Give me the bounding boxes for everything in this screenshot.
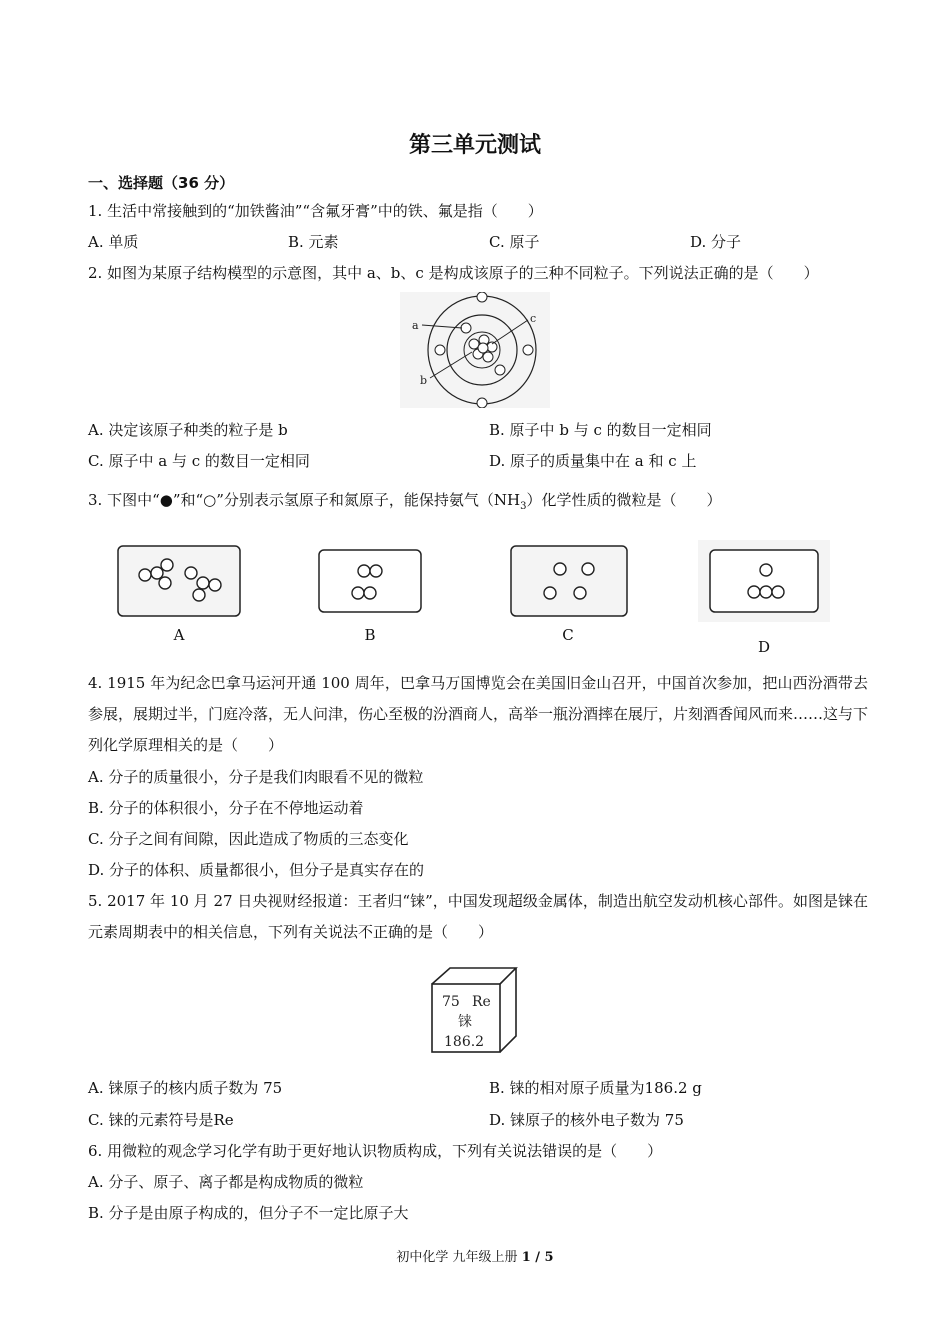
cell-name: 铼 <box>458 1014 472 1030</box>
q1-stem: 1. 生活中常接触到的“加铁酱油”“含氟牙膏”中的铁、氟是指（ ） <box>88 202 543 220</box>
q2-option-b: B. 原子中 b 与 c 的数目一定相同 <box>489 421 712 439</box>
cell-mass: 186.2 <box>444 1034 485 1050</box>
q6-stem: 6. 用微粒的观念学习化学有助于更好地认识物质构成，下列有关说法错误的是（ ） <box>88 1142 663 1160</box>
atom-structure-figure <box>400 292 550 408</box>
q3-figure-c <box>510 545 628 617</box>
q3-label-d: D <box>757 638 771 656</box>
page-number: 1 / 5 <box>521 1250 554 1265</box>
q2-stem: 2. 如图为某原子结构模型的示意图，其中 a、b、c 是构成该原子的三种不同粒子。下列说法正确的是（ ） <box>88 264 819 282</box>
q2-option-a: A. 决定该原子种类的粒子是 b <box>88 421 288 439</box>
q1-option-b: B. 元素 <box>288 233 339 251</box>
q3-figure-a <box>117 545 241 617</box>
fig-label-c: c <box>530 312 537 325</box>
q5-stem: 5. 2017 年 10 月 27 日央视财经报道：王者归“铼”，中国发现超级金属体，制造出航空发动机核心部件。如图是铼在元素周期表中的相关信息，下列有关说法不正确的是（ ） <box>88 892 868 941</box>
cell-symbol: Re <box>472 994 491 1010</box>
page-title: 第三单元测试 <box>408 133 541 158</box>
q3-figure-d <box>698 540 830 622</box>
q4-option-c: C. 分子之间有间隙，因此造成了物质的三态变化 <box>88 830 409 848</box>
q4-option-b: B. 分子的体积很小，分子在不停地运动着 <box>88 799 364 817</box>
q3-figure-b <box>318 549 422 613</box>
q4-stem: 4. 1915 年为纪念巴拿马运河开通 100 周年，巴拿马万国博览会在美国旧金山召开，中国首次参加，把山西汾酒带去参展，展期过半，门庭冷落，无人问津，伤心至极的汾酒商人，高举一瓶汾酒摔在展厅，片刻酒香闻风而来……这与下列化学原理相关的是（ ） <box>88 674 869 754</box>
q4-option-a: A. 分子的质量很小，分子是我们肉眼看不见的微粒 <box>88 768 424 786</box>
q1-option-a: A. 单质 <box>88 233 139 251</box>
q1-option-c: C. 原子 <box>489 233 540 251</box>
q3-label-a: A <box>173 626 185 644</box>
q5-option-c: C. 铼的元素符号是Re <box>88 1111 234 1129</box>
q4-option-d: D. 分子的体积、质量都很小，但分子是真实存在的 <box>88 861 425 879</box>
rhenium-element-cell <box>428 964 520 1056</box>
section-heading: 一、选择题（36 分） <box>88 174 235 192</box>
q3-label-b: B <box>364 626 376 644</box>
q6-option-a: A. 分子、原子、离子都是构成物质的微粒 <box>88 1173 364 1191</box>
q5-option-d: D. 铼原子的核外电子数为 75 <box>489 1111 684 1129</box>
q3-stem: 3. 下图中“●”和“○”分别表示氢原子和氮原子，能保持氨气$(NH_3)$化学性质的微粒是（ ） <box>88 491 722 512</box>
q5-option-a: A. 铼原子的核内质子数为 75 <box>88 1079 283 1097</box>
fig-label-a: a <box>412 319 419 332</box>
q2-option-c: C. 原子中 a 与 c 的数目一定相同 <box>88 452 310 470</box>
q3-label-c: C <box>562 626 574 644</box>
cell-atomic-number: 75 <box>442 994 460 1010</box>
q6-option-b: B. 分子是由原子构成的，但分子不一定比原子大 <box>88 1204 409 1222</box>
q5-option-b: B. 铼的相对原子质量为186.2 g <box>489 1079 702 1097</box>
q1-option-d: D. 分子 <box>690 233 742 251</box>
fig-label-b: b <box>420 374 428 387</box>
q2-option-d: D. 原子的质量集中在 a 和 c 上 <box>489 452 697 470</box>
page-footer: 初中化学 九年级上册 1 / 5 <box>396 1250 554 1265</box>
